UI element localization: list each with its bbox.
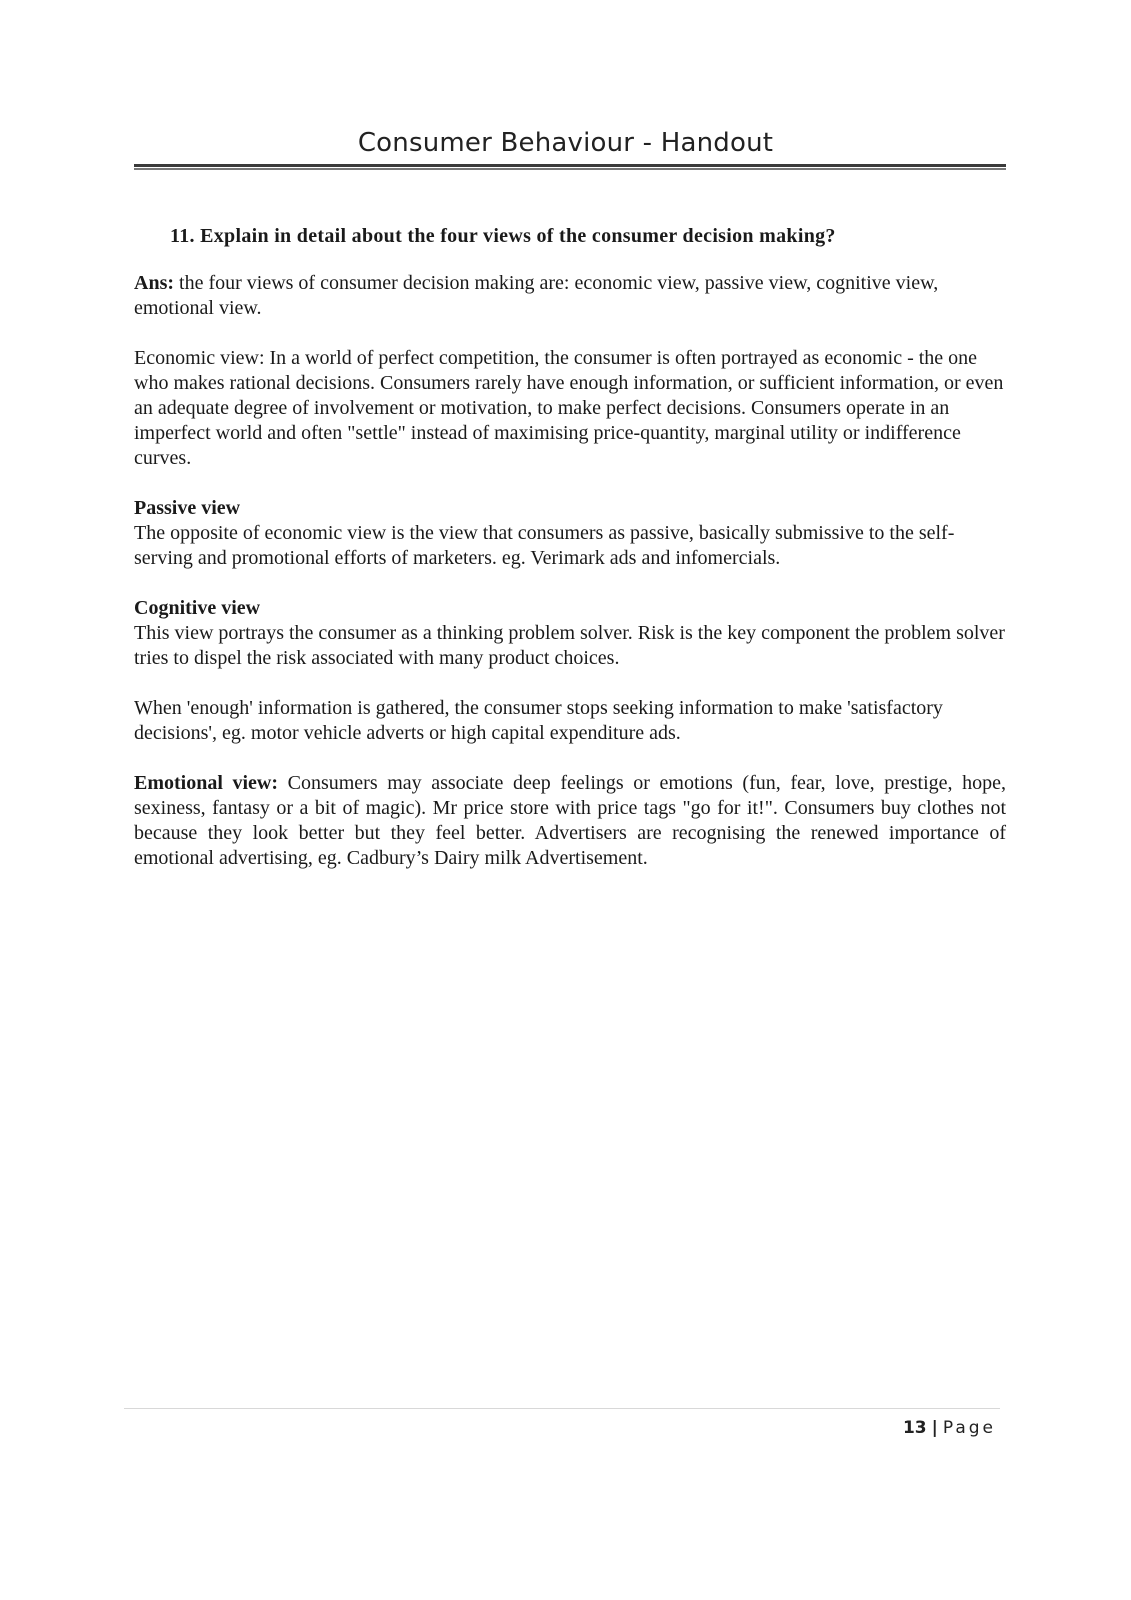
- page-number: [903, 1418, 996, 1438]
- emotional-view-label: Emotional view:: [134, 772, 279, 794]
- answer-text: the four views of consumer decision making are: economic view, passive view, cognitive view, emotional view.: [134, 272, 939, 319]
- document-body: [134, 224, 1006, 896]
- answer-label: Ans:: [134, 272, 175, 294]
- emotional-view-paragraph: [134, 771, 1006, 871]
- cognitive-view-heading: Cognitive view: [134, 597, 261, 619]
- page-header-title: Consumer Behaviour - Handout: [357, 128, 774, 158]
- question-heading: 11. Explain in detail about the four views of the consumer decision making?: [170, 225, 836, 247]
- emotional-view-text: Consumers may associate deep feelings or emotions (fun, fear, love, prestige, hope, sexiness, fantasy or a bit of magic). Mr price store with price tags "go for it!". Consumers buy clothes not because they look better but they feel better. Advertisers are recognising the renewed importance of emotional advertising, eg. Cadbury’s Dairy milk Advertisement.: [134, 772, 1007, 869]
- economic-view-paragraph: Economic view: In a world of perfect competition, the consumer is often portrayed as economic - the one who makes rational decisions. Consumers rarely have enough information, or sufficient information, or even an adequate degree of involvement or motivation, to make perfect decisions. Consumers operate in an imperfect world and often "settle" instead of maximising price-quantity, marginal utility or indifference curves.: [134, 347, 1004, 469]
- passive-view-heading: Passive view: [134, 497, 241, 519]
- header-divider: [134, 164, 1006, 170]
- page-number-value: 13: [902, 1418, 927, 1438]
- page-number-separator: |: [931, 1418, 938, 1438]
- cognitive-view-section: [134, 596, 1006, 671]
- cognitive-view-text: This view portrays the consumer as a thinking problem solver. Risk is the key component the problem solver tries to dispel the risk associated with many product choices.: [134, 622, 1005, 669]
- passive-view-section: [134, 496, 1006, 571]
- footer-divider: [124, 1408, 1000, 1409]
- page-label: Page: [942, 1418, 996, 1438]
- cognitive-view-paragraph-2: When 'enough' information is gathered, the consumer stops seeking information to make 'satisfactory decisions', eg. motor vehicle adverts or high capital expenditure ads.: [134, 697, 943, 744]
- passive-view-text: The opposite of economic view is the view that consumers as passive, basically submissive to the self-serving and promotional efforts of marketers. eg. Verimark ads and infomercials.: [134, 522, 955, 569]
- answer-paragraph: [134, 271, 1006, 321]
